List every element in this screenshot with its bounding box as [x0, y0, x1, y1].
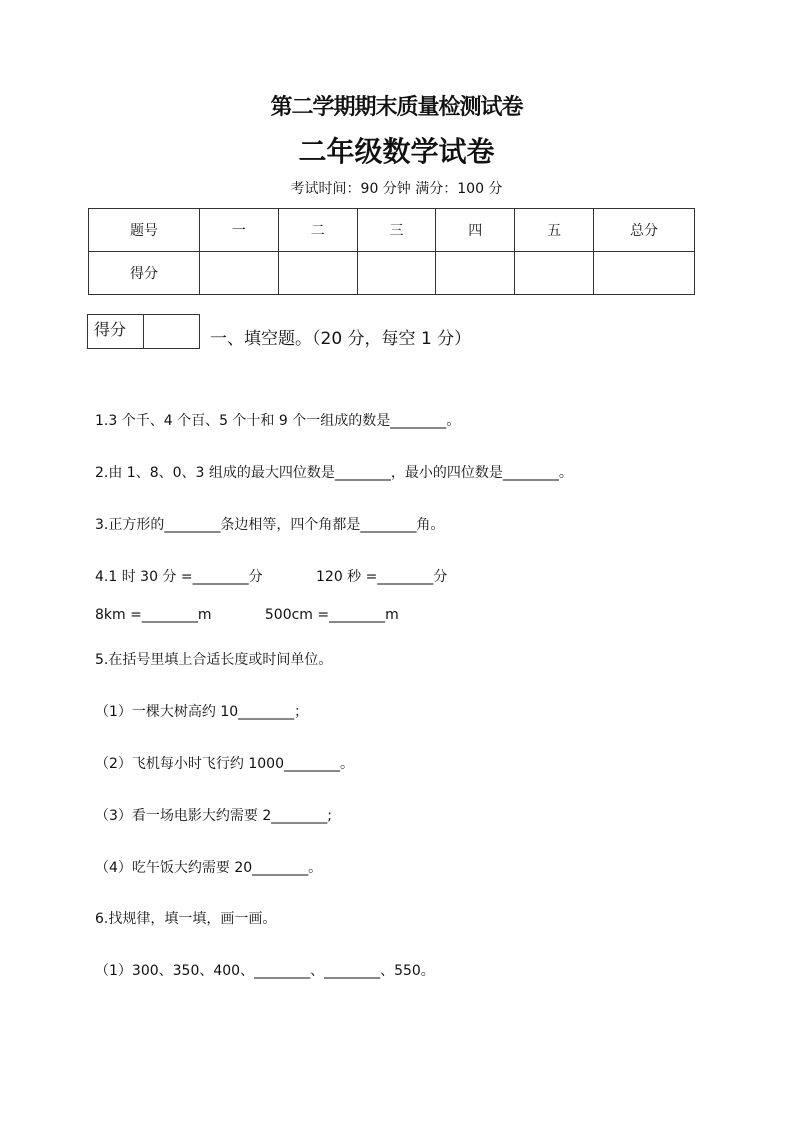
question-5: 5.在括号里填上合适长度或时间单位。	[95, 652, 333, 668]
score-cell	[357, 252, 436, 295]
question-1: 1.3 个千、4 个百、5 个十和 9 个一组成的数是________。	[95, 413, 461, 429]
exam-subtitle: 第二学期期末质量检测试卷	[270, 95, 523, 120]
question-6-1: （1）300、350、400、________、________、550。	[95, 963, 435, 979]
header-cell: 二	[278, 209, 357, 252]
question-5-4: （4）吃午饭大约需要 20________。	[95, 860, 323, 876]
score-cell	[436, 252, 515, 295]
header-cell: 一	[200, 209, 279, 252]
question-4b: 8km =________m 500cm =________m	[95, 607, 399, 623]
header-cell: 总分	[594, 209, 695, 252]
header-cell: 四	[436, 209, 515, 252]
score-table-score-row	[89, 252, 695, 295]
header-cell: 题号	[89, 209, 200, 252]
question-6: 6.找规律，填一填，画一画。	[95, 911, 277, 927]
exam-title: 二年级数学试卷	[298, 135, 495, 168]
section-score-box	[87, 314, 200, 349]
question-3: 3.正方形的________条边相等，四个角都是________角。	[95, 517, 445, 533]
section-title: 一、填空题。（20 分，每空 1 分）	[210, 329, 472, 349]
question-5-2: （2）飞机每小时飞行约 1000________。	[95, 756, 354, 772]
question-4a: 4.1 时 30 分 =________分 120 秒 =________分	[95, 569, 448, 585]
header-cell: 三	[357, 209, 436, 252]
row-label: 得分	[89, 252, 200, 295]
question-5-1: （1）一棵大树高约 10________；	[95, 704, 309, 720]
score-table	[88, 208, 695, 295]
score-cell	[200, 252, 279, 295]
section-score-label: 得分	[88, 315, 144, 348]
score-cell	[278, 252, 357, 295]
question-5-3: （3）看一场电影大约需要 2________;	[95, 808, 332, 824]
score-cell	[594, 252, 695, 295]
score-table-header-row	[89, 209, 695, 252]
question-2: 2.由 1、8、0、3 组成的最大四位数是________，最小的四位数是________。	[95, 465, 573, 481]
exam-info: 考试时间：90 分钟 满分：100 分	[290, 181, 503, 197]
score-cell	[515, 252, 594, 295]
header-cell: 五	[515, 209, 594, 252]
